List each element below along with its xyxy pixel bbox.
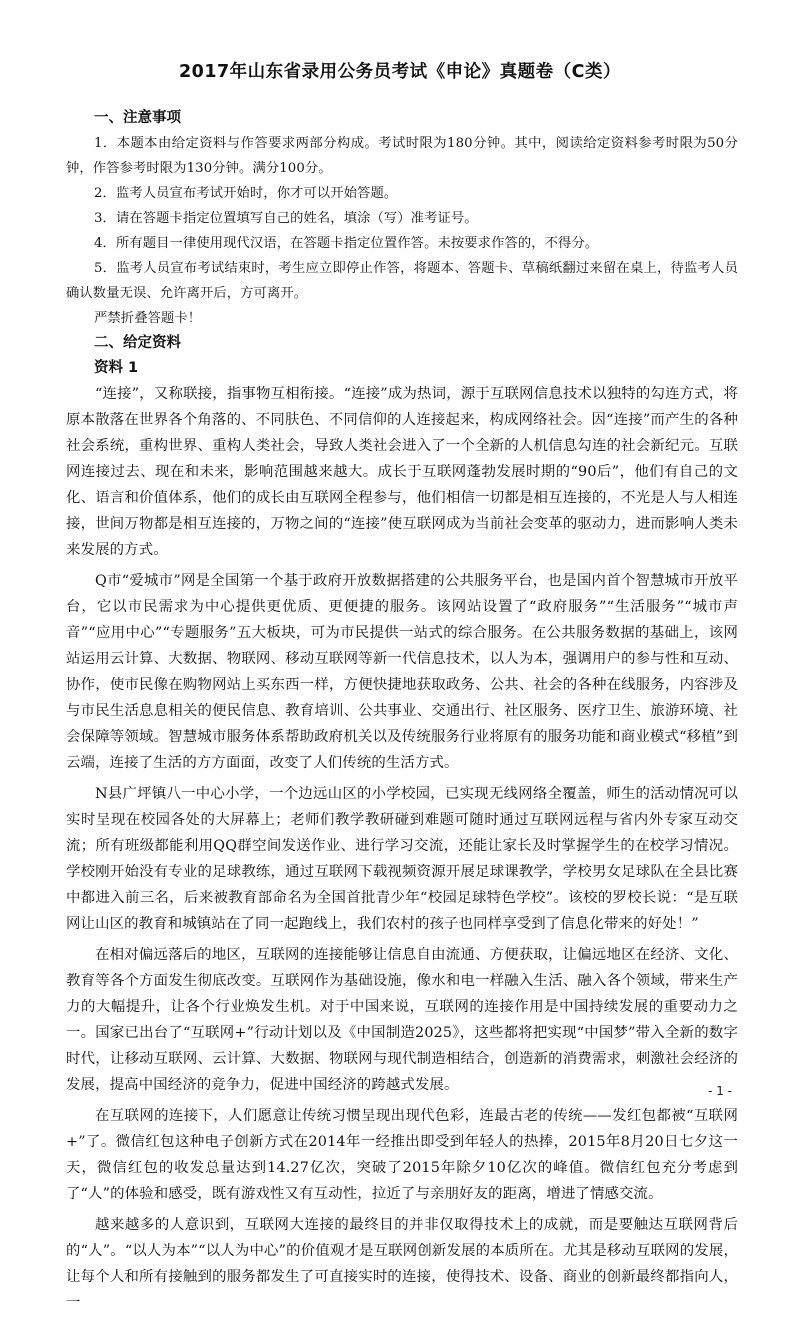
material-paragraph-3: N县广坪镇八一中心小学，一个边远山区的小学校园，已实现无线网络全覆盖，师生的活动情况可以实时呈现在校园各处的大屏幕上；老师们教学教研碰到难题可随时通过互联网远程与省内外专家互动交流；所有班级都能利用QQ群空间发送作业、进行学习交流，还能让家长及时掌握学生的在校学习情况。学校刚开始没有专业的足球教练，通过互联网下载视频资源开展足球课教学，学校男女足球队在全县比赛中都进入前三名，后来被教育部命名为全国首批青少年“校园足球特色学校”。该校的罗校长说：“是互联网让山区的教育和城镇站在了同一起跑线上，我们农村的孩子也同样享受到了信息化带来的好处！” [66, 786, 738, 932]
notice-item-4: 4．所有题目一律使用现代汉语，在答题卡指定位置作答。未按要求作答的，不得分。 [94, 236, 599, 251]
page-number: - 1 - [708, 1084, 732, 1098]
notice-item-1: 1．本题本由给定资料与作答要求两部分构成。考试时限为180分钟。其中，阅读给定资料参考时限为50分钟，作答参考时限为130分钟。满分100分。 [66, 136, 738, 176]
page-title: 2017年山东省录用公务员考试《申论》真题卷（C类） [178, 62, 622, 82]
section-heading-notices: 一、注意事项 [94, 110, 181, 126]
material-paragraph-2: Q市“爱城市”网是全国第一个基于政府开放数据搭建的公共服务平台，也是国内首个智慧城市开放平台，它以市民需求为中心提供更优质、更便捷的服务。该网站设置了“政府服务”“生活服务”“城市声音”“应用中心”“专题服务”五大板块，可为市民提供一站式的综合服务。在公共服务数据的基础上，该网站运用云计算、大数据、物联网、移动互联网等新一代信息技术，以人为本，强调用户的参与性和互动、协作，使市民像在购物网站上买东西一样，方便快捷地获取政务、公共、社会的各种在线服务，内容涉及与市民生活息息相关的便民信息、教育培训、公共事业、交通出行、社区服务、医疗卫生、旅游环境、社会保障等领域。智慧城市服务体系帮助政府机关以及传统服务行业将原有的服务功能和商业模式“移植”到云端，连接了生活的方方面面，改变了人们传统的生活方式。 [66, 573, 738, 771]
material-paragraph-4: 在相对偏远落后的地区，互联网的连接能够让信息自由流通、方便获取，让偏远地区在经济、文化、教育等各个方面发生彻底改变。互联网作为基础设施，像水和电一样融入生活、融入各个领域，带来生产力的大幅提升，让各个行业焕发生机。对于中国来说，互联网的连接作用是中国持续发展的重要动力之一。国家已出台了“互联网+”行动计划以及《中国制造2025》，这些都将把实现“中国梦”带入全新的数字时代，让移动互联网、云计算、大数据、物联网与现代制造相结合，创造新的消费需求，刺激社会经济的发展，提高中国经济的竞争力，促进中国经济的跨越式发展。 [66, 947, 738, 1093]
notice-item-2: 2．监考人员宣布考试开始时，你才可以开始答题。 [94, 186, 398, 201]
material-paragraph-6: 越来越多的人意识到，互联网大连接的最终目的并非仅取得技术上的成就，而是要触达互联网背后的“人”。“以人为本”“以人为中心”的价值观才是互联网创新发展的本质所在。尤其是移动互联网的发展，让每个人和所有接触到的服务都发生了可直接实时的连接，使得技术、设备、商业的创新最终都指向人，一 [66, 1217, 738, 1311]
section-heading-materials: 二、给定资料 [94, 335, 181, 351]
notice-item-3: 3．请在答题卡指定位置填写自己的姓名，填涂（写）准考证号。 [94, 211, 478, 226]
material-paragraph-5: 在互联网的连接下，人们愿意让传统习惯呈现出现代色彩，连最古老的传统——发红包都被“互联网+”了。微信红包这种电子创新方式在2014年一经推出即受到年轻人的热捧，2015年8月20日七夕这一天，微信红包的收发总量达到14.27亿次，突破了2015年除夕10亿次的峰值。微信红包充分考虑到了“人”的体验和感受，既有游戏性又有互动性，拉近了与亲朋好友的距离，增进了情感交流。 [66, 1108, 738, 1202]
notice-item-5: 5．监考人员宣布考试结束时，考生应立即停止作答，将题本、答题卡、草稿纸翻过来留在桌上，待监考人员确认数量无误、允许离开后，方可离开。 [66, 261, 738, 301]
material-paragraph-1: “连接”，又称联接，指事物互相衔接。“连接”成为热词，源于互联网信息技术以独特的勾连方式，将原本散落在世界各个角落的、不同肤色、不同信仰的人连接起来，构成网络社会。因“连接”而产生的各种社会系统，重构世界、重构人类社会，导致人类社会进入了一个全新的人机信息勾连的社会新纪元。互联网连接过去、现在和未来，影响范围越来越大。成长于互联网蓬勃发展时期的“90后”，他们有自己的文化、语言和价值体系，他们的成长由互联网全程参与，他们相信一切都是相互连接的，不光是人与人相连接，世间万物都是相互连接的，万物之间的“连接”使互联网成为当前社会变革的驱动力，进而影响人类未来发展的方式。 [66, 386, 738, 558]
notice-warning: 严禁折叠答题卡！ [94, 311, 202, 326]
document-body [66, 106, 738, 1321]
material-heading: 资料 1 [94, 360, 139, 376]
